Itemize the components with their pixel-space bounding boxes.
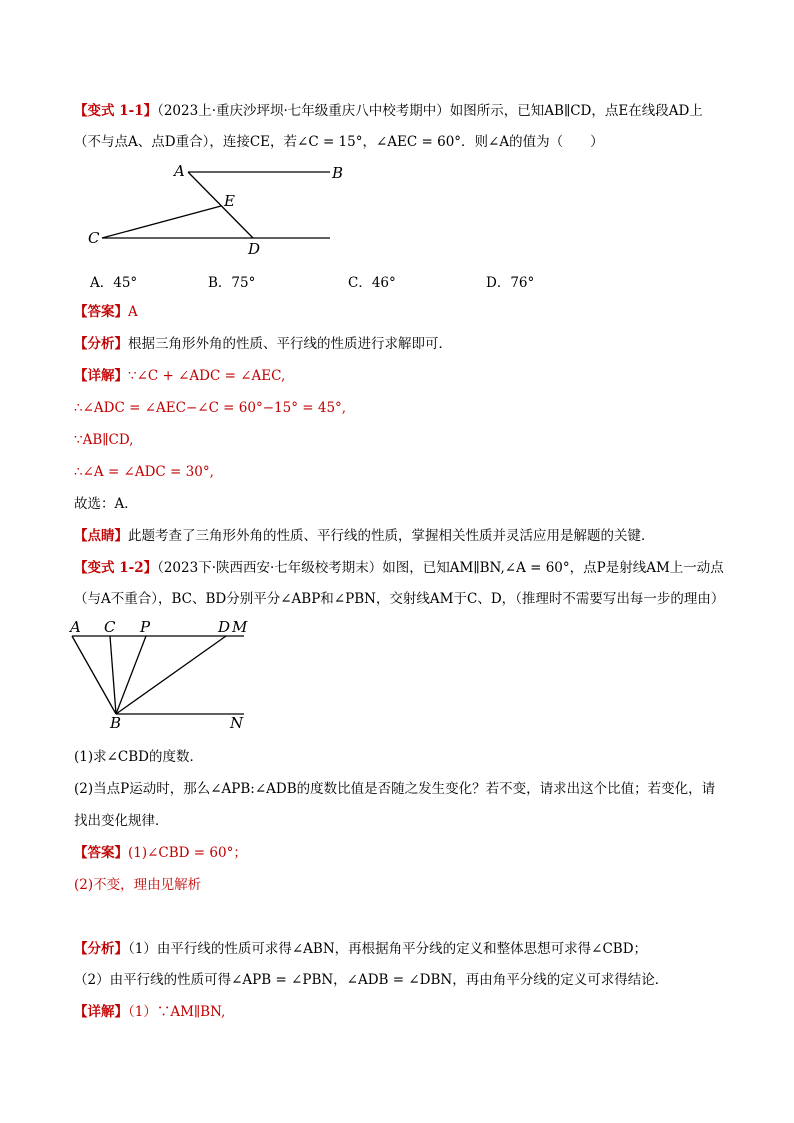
label-D: D — [218, 618, 231, 636]
v12-q1: (1)求∠CBD的度数． — [74, 749, 204, 765]
option-d: D．76° — [486, 275, 535, 291]
label-D: D — [248, 240, 261, 258]
v11-detail-3: ∵AB∥CD, — [74, 432, 134, 448]
segment-CE — [102, 206, 221, 238]
segment-AB — [72, 636, 116, 714]
label-A: A — [174, 162, 185, 180]
option-a: A．45° — [90, 275, 138, 291]
v12-stem-1: （2023下·陕西西安·七年级校考期末）如图，已知AM∥BN,∠A = 60°，点P是射线AM上一动点 — [157, 560, 724, 576]
v11-analysis: 【分析】根据三角形外角的性质、平行线的性质进行求解即可． — [74, 336, 452, 352]
v12-analysis-2: （2）由平行线的性质可得∠APB = ∠PBN，∠ADB = ∠DBN，再由角平分线的定义可求得结论． — [74, 972, 669, 988]
v11-tag: 【变式 1-1】 — [74, 103, 158, 119]
v12-detail-1: 【详解】（1）∵AM∥BN, — [74, 1004, 226, 1020]
segment-BP — [116, 636, 146, 714]
v12-stem-2: （与A不重合），BC、BD分别平分∠ABP和∠PBN，交射线AM于C、D，（推理时不需要写出每一步的理由） — [74, 591, 725, 607]
v12-answer-2: (2)不变，理由见解析 — [74, 877, 202, 893]
option-b: B．75° — [208, 275, 256, 291]
v11-choose: 故选：A． — [74, 496, 138, 512]
v11-stem-1: （2023上·重庆沙坪坝·七年级重庆八中校考期中）如图所示，已知AB∥CD，点E在线段AD上 — [157, 103, 703, 119]
segment-BD — [116, 636, 226, 714]
label-M: M — [232, 618, 248, 636]
v11-answer: 【答案】A — [74, 304, 138, 320]
v11-figure — [84, 160, 344, 260]
segment-AD — [188, 172, 253, 238]
v12-answer-1: 【答案】(1)∠CBD = 60°； — [74, 845, 247, 861]
label-E: E — [224, 192, 235, 210]
label-C: C — [88, 229, 100, 247]
segment-BC — [110, 636, 116, 714]
v11-comment: 【点睛】此题考查了三角形外角的性质、平行线的性质，掌握相关性质并灵活应用是解题的关键． — [74, 528, 655, 544]
v12-q2-line2: 找出变化规律． — [74, 813, 169, 829]
v12-q2-line1: (2)当点P运动时，那么∠APB:∠ADB的度数比值是否随之发生变化？若不变，请求出这个比值；若变化，请 — [74, 781, 716, 797]
v12-analysis-1: 【分析】（1）由平行线的性质可求得∠ABN，再根据角平分线的定义和整体思想可求得∠CBD； — [74, 941, 648, 957]
v11-detail-2: ∴∠ADC = ∠AEC−∠C = 60°−15° = 45°, — [74, 400, 347, 416]
option-c: C．46° — [348, 275, 396, 291]
v12-line1 — [74, 559, 724, 577]
v11-stem-2: （不与点A、点D重合），连接CE，若∠C = 15°，∠AEC = 60°．则∠A的值为（ ） — [74, 134, 604, 150]
v11-detail-1: 【详解】∵∠C + ∠ADC = ∠AEC, — [74, 368, 286, 384]
label-N: N — [230, 714, 244, 732]
label-A: A — [70, 618, 81, 636]
label-B: B — [332, 164, 344, 182]
v12-tag: 【变式 1-2】 — [74, 560, 158, 576]
label-C: C — [104, 618, 116, 636]
v11-detail-4: ∴∠A = ∠ADC = 30°, — [74, 464, 214, 480]
v11-line1 — [74, 102, 703, 120]
label-P: P — [140, 618, 151, 636]
v12-figure — [66, 618, 266, 733]
label-B: B — [110, 714, 122, 732]
